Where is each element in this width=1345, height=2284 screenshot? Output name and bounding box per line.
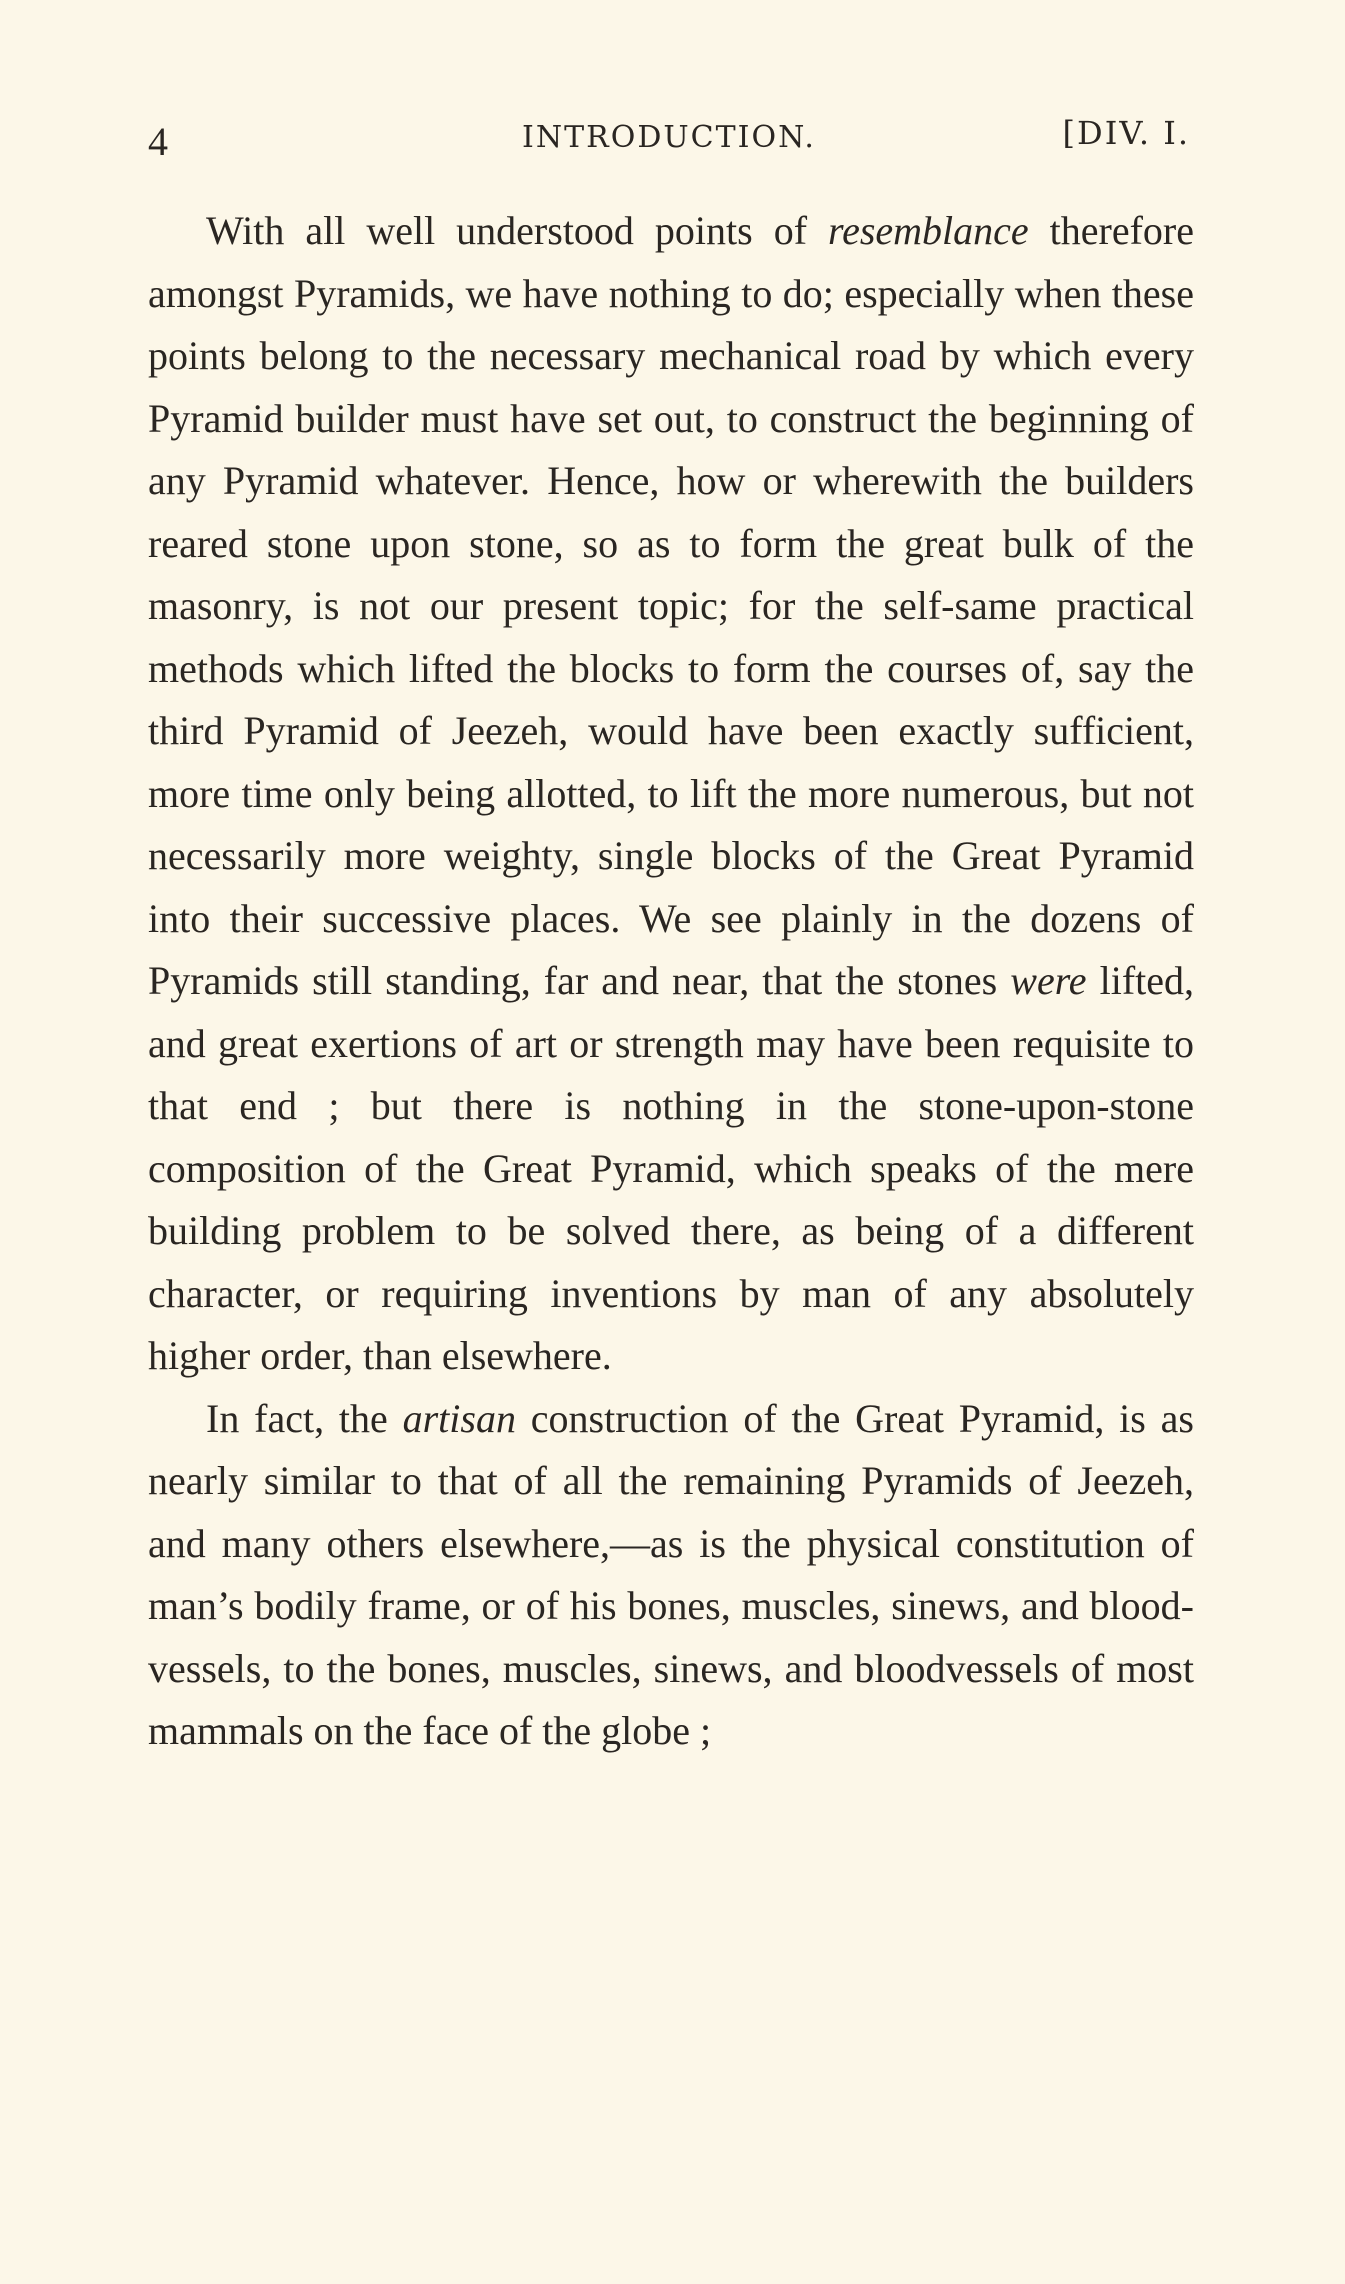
- text-segment: In fact, the: [206, 1395, 403, 1441]
- body-text: [148, 200, 1194, 1763]
- italic-text-segment: resemblance: [828, 208, 1029, 253]
- paragraph: [148, 1388, 1194, 1763]
- division-marker: [DIV. I.: [1062, 114, 1190, 152]
- italic-text-segment: were: [1010, 958, 1087, 1003]
- text-segment: construction of the Great Pyramid, is as nearly similar to that of all the remaining Pyramids of Jeezeh, and many others elsewhere,—as is the physical constitution of man’s bodily frame, or of his bones, muscles, sinews, and blood-vessels, to the bones, muscles, sinews, and bloodvessels of most mammals on the face of the globe ;: [148, 1395, 1194, 1753]
- text-segment: With all well understood points of: [206, 208, 828, 253]
- text-segment: lifted, and great exertions of art or strength may have been requisite to that end ; but there is nothing in the stone-upon-stone composition of the Great Pyramid, which speaks of the mere building problem to be solved there, as being of a different character, or requiring inventions by man of any absolutely higher order, than elsewhere.: [148, 958, 1194, 1378]
- paragraph: [148, 200, 1194, 1388]
- running-head: [148, 110, 1190, 170]
- running-title: INTRODUCTION.: [522, 120, 816, 155]
- page-number: 4: [148, 119, 168, 164]
- text-segment: therefore amongst Pyramids, we have nothing to do; especially when these points belong to the necessary mechanical road by which every Pyramid builder must have set out, to construct the beginning of any Pyramid whatever. Hence, how or wherewith the builders reared stone upon stone, so as to form the great bulk of the masonry, is not our present topic; for the self-same practical methods which lifted the blocks to form the courses of, say the third Pyramid of Jeezeh, would have been exactly sufficient, more time only being allotted, to lift the more numerous, but not necessarily more weighty, single blocks of the Great Pyramid into their successive places. We see plainly in the dozens of Pyramids still standing, far and near, that the stones: [148, 208, 1194, 1003]
- italic-text-segment: artisan: [402, 1395, 516, 1441]
